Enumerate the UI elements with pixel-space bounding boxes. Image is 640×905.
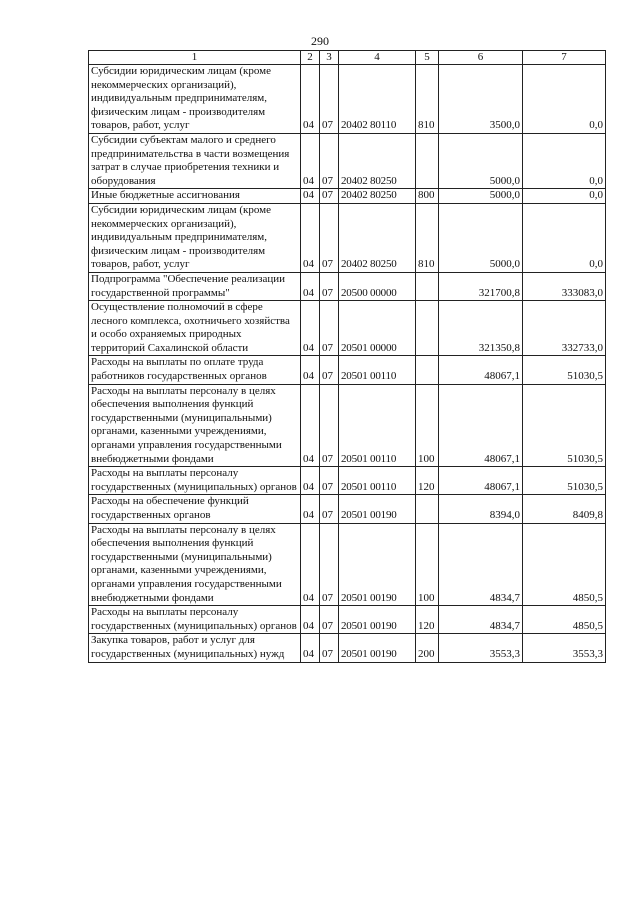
target-article-code: 20501 00110: [339, 467, 416, 495]
target-article-code: 20501 00110: [339, 356, 416, 384]
section-code: 04: [301, 272, 320, 300]
table-header-row: [89, 51, 606, 65]
target-article-code: 20501 00190: [339, 634, 416, 662]
subsection-code: 07: [320, 65, 339, 134]
amount-col7: 51030,5: [523, 356, 606, 384]
target-article-code: 20500 00000: [339, 272, 416, 300]
expense-name: Субсидии субъектам малого и среднего предпринимательства в части возмещения затрат в случае приобретения техники и оборудования: [89, 133, 301, 188]
expense-type-code: 120: [416, 467, 439, 495]
subsection-code: 07: [320, 133, 339, 188]
section-code: 04: [301, 203, 320, 272]
budget-table: [88, 50, 606, 663]
table-row: [89, 634, 606, 662]
expense-type-code: [416, 301, 439, 356]
expense-type-code: 120: [416, 606, 439, 634]
target-article-code: 20402 80250: [339, 133, 416, 188]
amount-col7: 4850,5: [523, 606, 606, 634]
table-row: [89, 523, 606, 606]
amount-col6: 5000,0: [439, 133, 523, 188]
target-article-code: 20501 00190: [339, 606, 416, 634]
table-row: [89, 356, 606, 384]
table-row: [89, 606, 606, 634]
table-row: [89, 272, 606, 300]
section-code: 04: [301, 133, 320, 188]
expense-type-code: [416, 356, 439, 384]
expense-type-code: [416, 272, 439, 300]
expense-name: Закупка товаров, работ и услуг для государственных (муниципальных) нужд: [89, 634, 301, 662]
target-article-code: 20501 00190: [339, 523, 416, 606]
table-row: [89, 384, 606, 467]
expense-type-code: 200: [416, 634, 439, 662]
expense-name: Иные бюджетные ассигнования: [89, 189, 301, 204]
column-header: 1: [89, 51, 301, 65]
subsection-code: 07: [320, 384, 339, 467]
section-code: 04: [301, 65, 320, 134]
amount-col6: 48067,1: [439, 356, 523, 384]
amount-col6: 321350,8: [439, 301, 523, 356]
table-row: [89, 203, 606, 272]
amount-col6: 321700,8: [439, 272, 523, 300]
expense-type-code: 810: [416, 203, 439, 272]
amount-col7: 51030,5: [523, 384, 606, 467]
amount-col6: 48067,1: [439, 467, 523, 495]
amount-col7: 0,0: [523, 189, 606, 204]
expense-type-code: [416, 133, 439, 188]
amount-col6: 5000,0: [439, 203, 523, 272]
expense-name: Субсидии юридическим лицам (кроме некоммерческих организаций), индивидуальным предпринимателям, физическим лицам - производителям товаров, работ, услуг: [89, 65, 301, 134]
subsection-code: 07: [320, 189, 339, 204]
column-header: 3: [320, 51, 339, 65]
subsection-code: 07: [320, 523, 339, 606]
expense-name: Осуществление полномочий в сфере лесного комплекса, охотничьего хозяйства и особо охраняемых природных территорий Сахалинской области: [89, 301, 301, 356]
amount-col7: 332733,0: [523, 301, 606, 356]
table-row: [89, 133, 606, 188]
column-header: 5: [416, 51, 439, 65]
expense-type-code: [416, 495, 439, 523]
amount-col7: 0,0: [523, 65, 606, 134]
column-header: 2: [301, 51, 320, 65]
target-article-code: 20501 00110: [339, 384, 416, 467]
subsection-code: 07: [320, 467, 339, 495]
column-header: 6: [439, 51, 523, 65]
column-header: 7: [523, 51, 606, 65]
section-code: 04: [301, 606, 320, 634]
amount-col6: 4834,7: [439, 523, 523, 606]
section-code: 04: [301, 634, 320, 662]
expense-name: Расходы на выплаты персоналу государственных (муниципальных) органов: [89, 467, 301, 495]
section-code: 04: [301, 301, 320, 356]
subsection-code: 07: [320, 606, 339, 634]
amount-col6: 48067,1: [439, 384, 523, 467]
subsection-code: 07: [320, 495, 339, 523]
table-row: [89, 467, 606, 495]
section-code: 04: [301, 495, 320, 523]
table-row: [89, 189, 606, 204]
expense-name: Расходы на обеспечение функций государственных органов: [89, 495, 301, 523]
amount-col7: 51030,5: [523, 467, 606, 495]
expense-name: Субсидии юридическим лицам (кроме некоммерческих организаций), индивидуальным предпринимателям, физическим лицам - производителям товаров, работ, услуг: [89, 203, 301, 272]
expense-name: Расходы на выплаты персоналу государственных (муниципальных) органов: [89, 606, 301, 634]
target-article-code: 20501 00000: [339, 301, 416, 356]
expense-type-code: 100: [416, 523, 439, 606]
table-row: [89, 301, 606, 356]
amount-col7: 4850,5: [523, 523, 606, 606]
amount-col6: 3500,0: [439, 65, 523, 134]
amount-col6: 3553,3: [439, 634, 523, 662]
amount-col7: 333083,0: [523, 272, 606, 300]
amount-col7: 0,0: [523, 133, 606, 188]
expense-name: Подпрограмма "Обеспечение реализации государственной программы": [89, 272, 301, 300]
section-code: 04: [301, 523, 320, 606]
expense-type-code: 810: [416, 65, 439, 134]
section-code: 04: [301, 356, 320, 384]
column-header: 4: [339, 51, 416, 65]
expense-name: Расходы на выплаты персоналу в целях обеспечения выполнения функций государственными (муниципальными) органами, казенными учреждениями, органами управления государственными внебюджетными фондами: [89, 384, 301, 467]
subsection-code: 07: [320, 634, 339, 662]
target-article-code: 20402 80110: [339, 65, 416, 134]
section-code: 04: [301, 384, 320, 467]
amount-col7: 8409,8: [523, 495, 606, 523]
section-code: 04: [301, 189, 320, 204]
subsection-code: 07: [320, 356, 339, 384]
amount-col6: 4834,7: [439, 606, 523, 634]
expense-type-code: 100: [416, 384, 439, 467]
subsection-code: 07: [320, 301, 339, 356]
target-article-code: 20501 00190: [339, 495, 416, 523]
amount-col6: 8394,0: [439, 495, 523, 523]
subsection-code: 07: [320, 272, 339, 300]
table-row: [89, 65, 606, 134]
amount-col6: 5000,0: [439, 189, 523, 204]
expense-name: Расходы на выплаты по оплате труда работников государственных органов: [89, 356, 301, 384]
expense-name: Расходы на выплаты персоналу в целях обеспечения выполнения функций государственными (муниципальными) органами, казенными учреждениями, органами управления государственными внебюджетными фондами: [89, 523, 301, 606]
amount-col7: 3553,3: [523, 634, 606, 662]
target-article-code: 20402 80250: [339, 189, 416, 204]
page-number: 290: [311, 34, 329, 48]
target-article-code: 20402 80250: [339, 203, 416, 272]
amount-col7: 0,0: [523, 203, 606, 272]
expense-type-code: 800: [416, 189, 439, 204]
table-row: [89, 495, 606, 523]
subsection-code: 07: [320, 203, 339, 272]
section-code: 04: [301, 467, 320, 495]
